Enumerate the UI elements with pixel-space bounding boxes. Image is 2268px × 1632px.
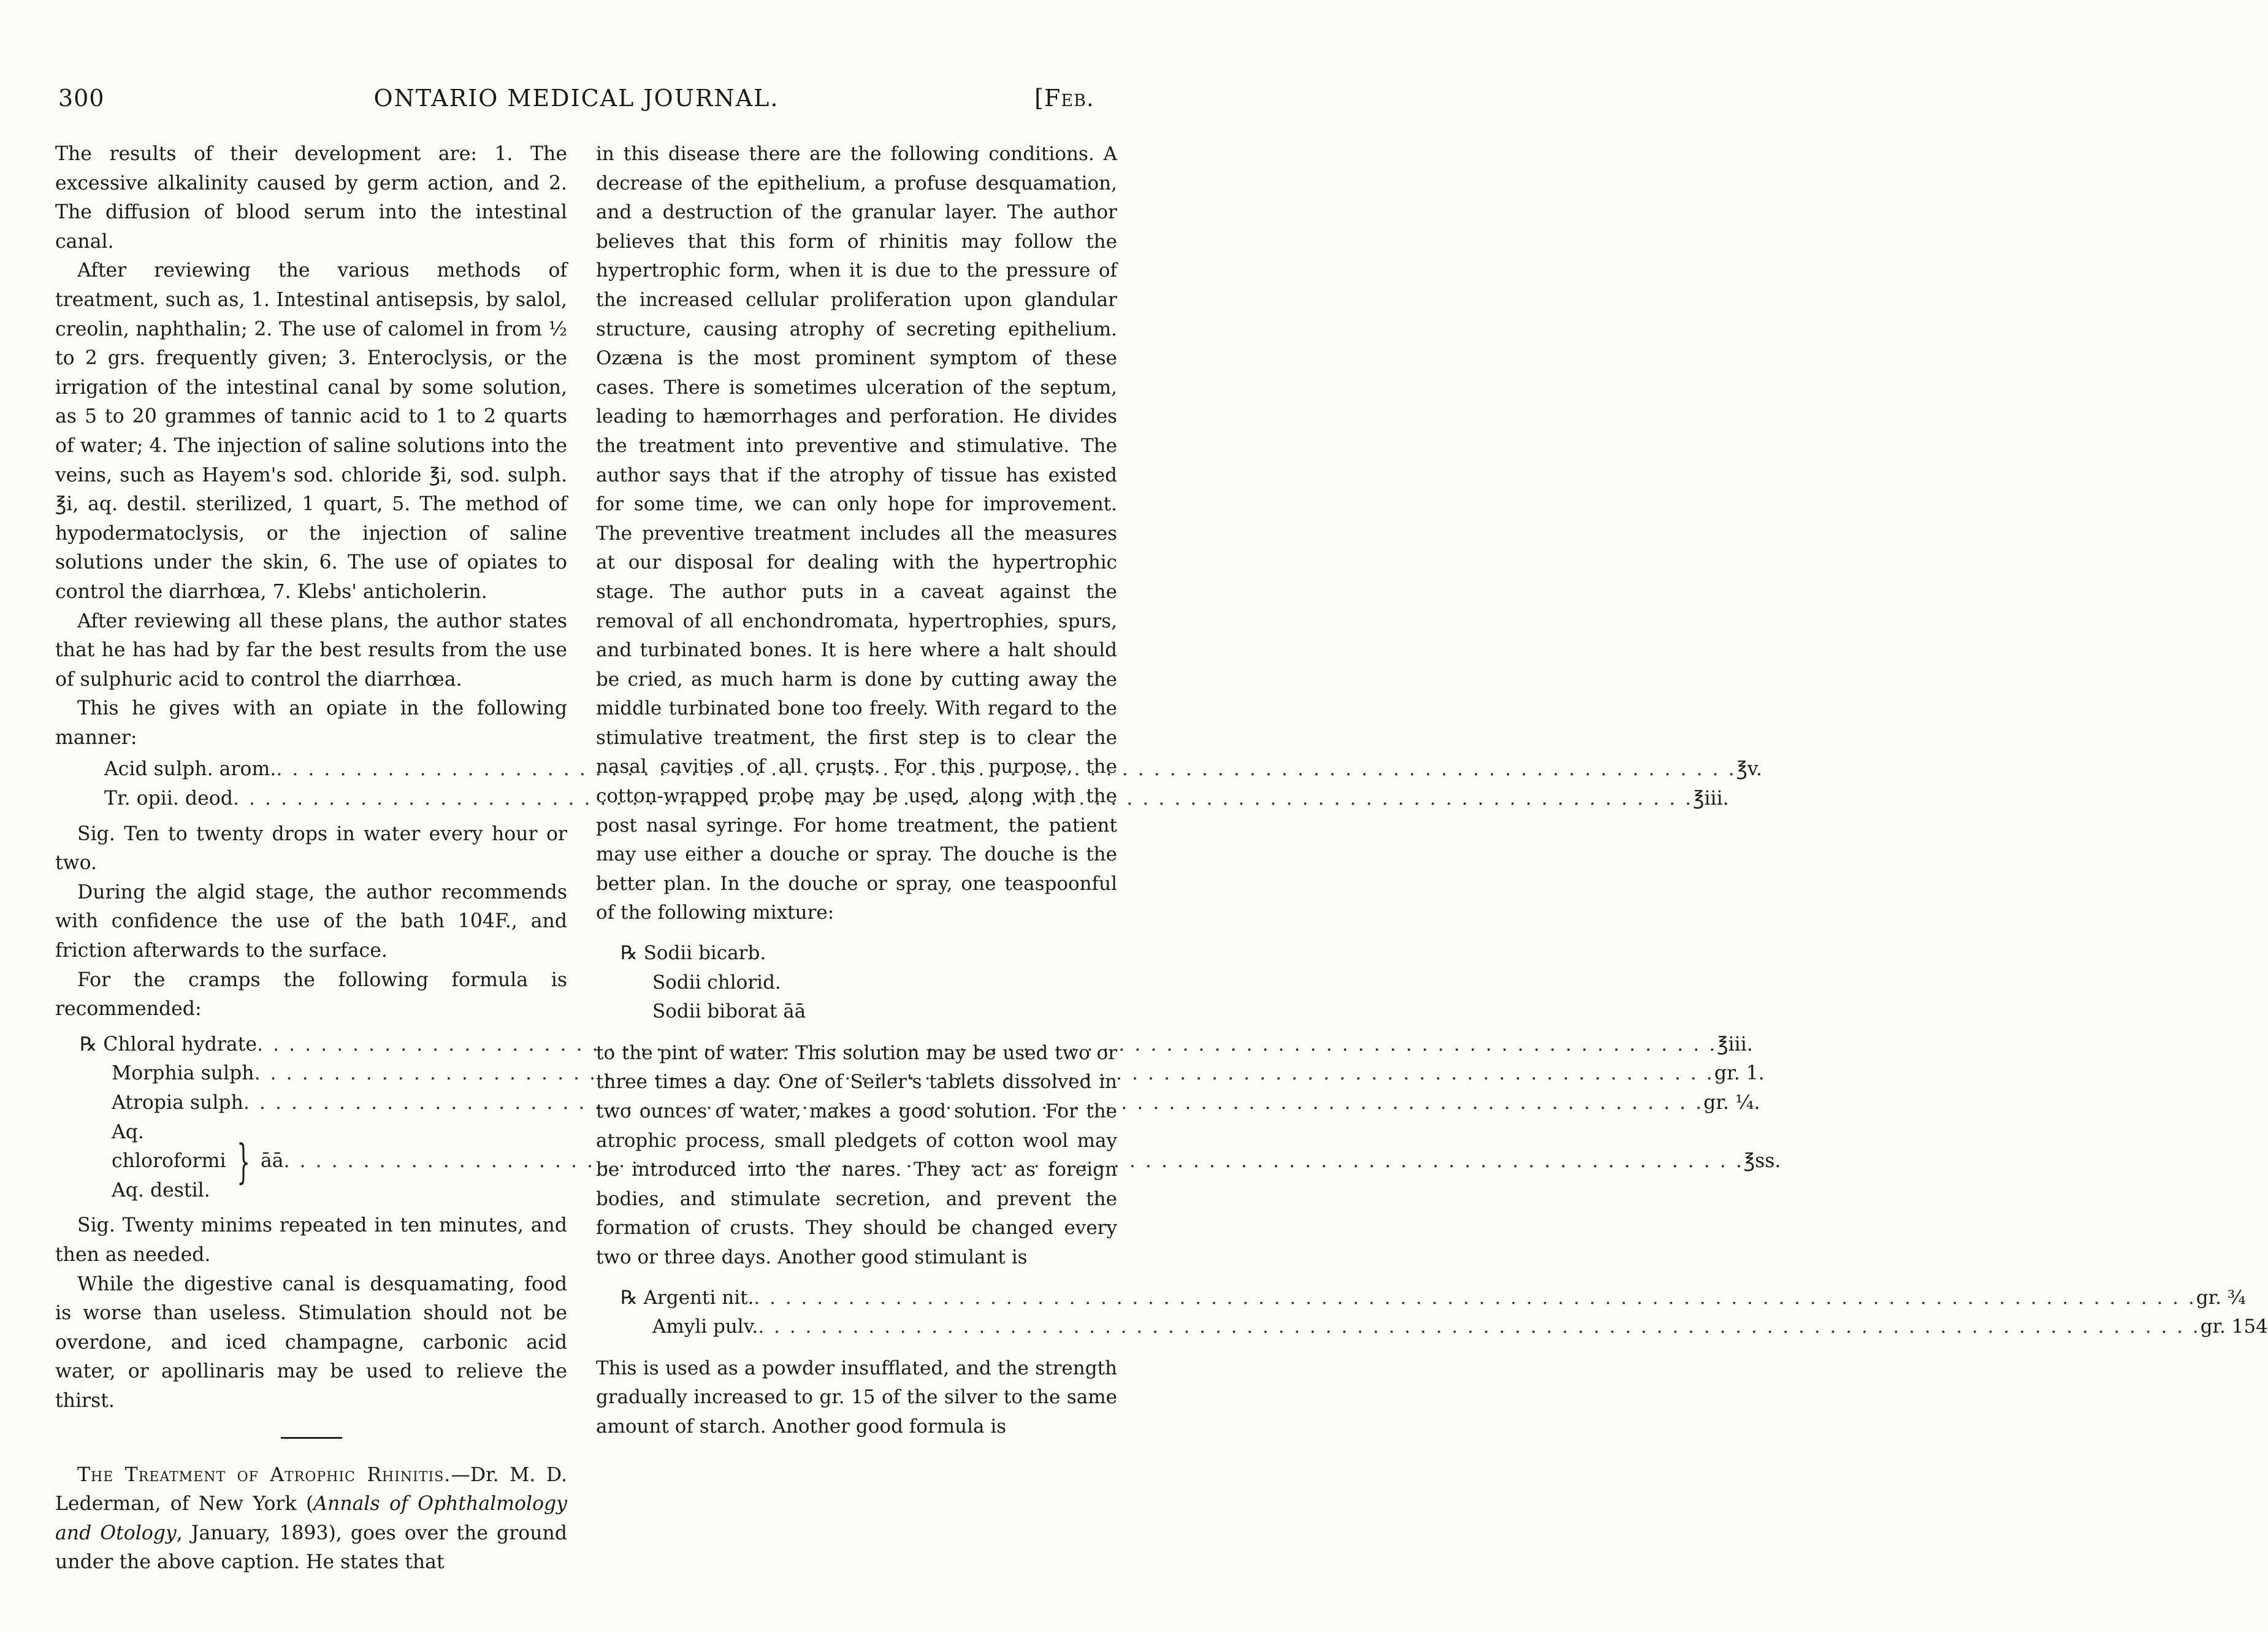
prescription-ingredient: Aq. destil. <box>112 1179 210 1201</box>
prescription-line: Morphia sulph . . . gr. 1. <box>80 1059 503 1089</box>
paragraph: in this disease there are the following conditions. A decrease of the epithelium, a profuse desquamation, and a destruction of the granular layer. The author believes that this form of rhinitis may follow the hypertrophic form, when it is due to the pressure of the increased cellular proliferation upon glandular structure, causing atrophy of secreting epithelium. Ozæna is the most prominent symptom of these cases. There is sometimes ulceration of the septum, leading to hæmorrhages and perforation. He divides the treatment into preventive and stimulative. The author says that if the atrophy of tissue has existed for some time, we can only hope for improvement. The preventive treatment includes all the measures at our disposal for dealing with the hypertrophic stage. The author puts in a caveat against the removal of all enchondromata, hypertrophies, spurs, and turbinated bones. It is here where a halt should be cried, as much harm is done by cutting away the middle turbinated bone too freely. With regard to the stimulative treatment, the first step is to clear the nasal cavities of all crusts. For this purpose, the cotton-wrapped probe may be used, along with the post nasal syringe. For home treatment, the patient may use either a douche or spray. The douche is the better plan. In the douche or spray, one teaspoonful of the following mixture: <box>596 143 1117 924</box>
paragraph: Sig. Ten to twenty drops in water every hour or two. <box>55 822 567 875</box>
page-number: 300 <box>58 85 105 112</box>
prescription-line: Atropia sulph . . . gr. ¼. <box>80 1089 503 1118</box>
paragraph: During the algid stage, the author recommends with confidence the use of the bath 104F., and friction afterwards to the surface. <box>55 881 567 962</box>
prescription-line: Acid sulph. arom. . . . ℥v. <box>104 755 491 784</box>
prescription-brace-group: Aq. chloroformi Aq. destil. } āā . . . ℥ss. <box>80 1118 503 1206</box>
issue-month: [Feb. <box>1034 85 1094 112</box>
paragraph: Sig. Twenty minims repeated in ten minutes, and then as needed. <box>55 1214 567 1266</box>
page-header <box>58 80 1094 117</box>
paragraph: For the cramps the following formula is recommended: <box>55 968 567 1021</box>
paragraph: While the digestive canal is desquamating, food is worse than useless. Stimulation should not be overdone, and iced champagne, carbonic acid water, or apollinaris may be used to relieve the thirst. <box>55 1273 567 1412</box>
prescription-line: ℞ Chloral hydrate . . . ℥iii. <box>80 1030 503 1060</box>
prescription-line: Sodii chlorid. <box>652 971 781 994</box>
paragraph: After reviewing all these plans, the author states that he has had by far the best results from the use of sulphuric acid to control the diarrhœa. <box>55 610 567 691</box>
prescription-sulphuric-acid <box>104 755 1762 813</box>
cited-journal: Annals of Ophthalmology and Otology <box>55 1493 568 1544</box>
paragraph: The Treatment of Atrophic Rhinitis.—Dr. M. D. Lederman, of New York (Annals of Ophthalmology and Otology, January, 1893), goes over the ground under the above caption. He states that <box>55 1463 568 1574</box>
prescription-sodii <box>620 939 1117 1027</box>
brace-symbol: } <box>236 1133 250 1189</box>
prescription-argenti <box>620 1284 2268 1342</box>
journal-title: ONTARIO MEDICAL JOURNAL. <box>373 85 779 112</box>
prescription-line: Sodii biborat āā <box>652 1000 806 1023</box>
paragraph: to the pint of water. This solution may be used two or three times a day. One of Seiler's tablets dissolved in two ounces of water, makes a good solution. For the atrophic process, small pledgets of cotton wool may be introduced into the nares. They act as foreign bodies, and stimulate secretion, and prevent the formation of crusts. They should be changed every two or three days. Another good stimulant is <box>596 1041 1117 1268</box>
paragraph: This he gives with an opiate in the following manner: <box>55 697 567 749</box>
prescription-line: ℞ Argenti nit. . . . gr. ¾ <box>620 1284 1037 1313</box>
article-title: The Treatment of Atrophic Rhinitis. <box>77 1463 451 1486</box>
paragraph: This is used as a powder insufflated, and the strength gradually increased to gr. 15 of the silver to the same amount of starch. Another good formula is <box>596 1357 1117 1438</box>
paragraph: After reviewing the various methods of treatment, such as, 1. Intestinal antisepsis, by salol, creolin, naphthalin; 2. The use of calomel in from ½ to 2 grs. frequently given; 3. Enteroclysis, or the irrigation of the intestinal canal by some solution, as 5 to 20 grammes of tannic acid to 1 to 2 quarts of water; 4. The injection of saline solutions into the veins, such as Hayem's sod. chloride ℥i, sod. sulph. ℥i, aq. destil. sterilized, 1 quart, 5. The method of hypodermatoclysis, or the injection of saline solutions under the skin, 6. The use of opiates to control the diarrhœa, 7. Klebs' anticholerin. <box>55 259 567 603</box>
prescription-ingredient: Aq. chloroformi <box>112 1121 226 1173</box>
paragraph: The results of their development are: 1. The excessive alkalinity caused by germ action, and 2. The diffusion of blood serum into the intestinal canal. <box>55 143 567 253</box>
prescription-line: Tr. opii. deod . . . ℥iii. <box>104 784 491 814</box>
prescription-line: Amyli pulv. . . . gr. 154 <box>620 1312 1037 1342</box>
prescription-line: ℞ Sodii bicarb. <box>620 942 766 965</box>
section-divider <box>281 1437 342 1439</box>
